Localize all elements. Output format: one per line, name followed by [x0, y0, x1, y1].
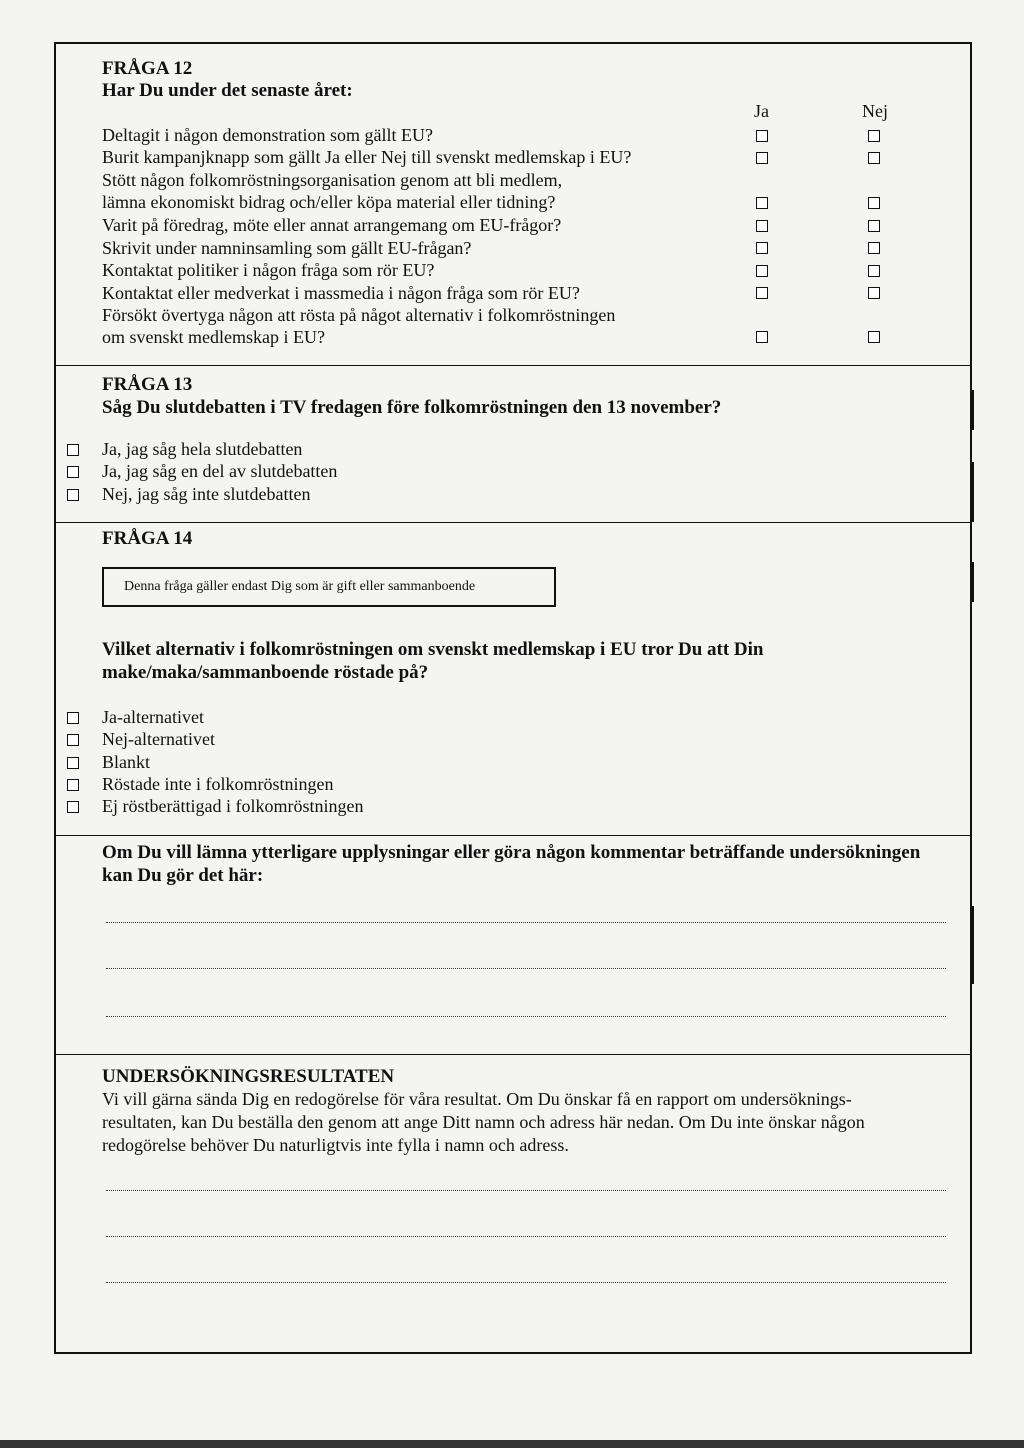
q14-notice-box — [102, 567, 556, 607]
q14-option-3: Blankt — [102, 752, 150, 772]
q13-option-1-checkbox[interactable] — [67, 444, 79, 456]
comments-prompt: Om Du vill lämna ytterligare upplysningar eller göra någon kommentar beträffande undersökningen kan Du gör det här: — [102, 842, 921, 886]
q14-option-5-checkbox[interactable] — [67, 801, 79, 813]
q12-item-8-yes-checkbox[interactable] — [756, 331, 768, 343]
q13-question: Såg Du slutdebatten i TV fredagen före folkomröstningen den 13 november? — [102, 397, 722, 418]
name-address-line-3[interactable] — [106, 1282, 946, 1283]
results-body: Vi vill gärna sända Dig en redogörelse för våra resultat. Om Du önskar få en rapport om undersöknings- resultaten, kan Du beställa den genom att ange Ditt namn och adress här nedan. Om Du inte önskar någon redogörelse behöver Du naturligtvis inte fylla i namn och adress. — [102, 1089, 865, 1155]
scan-edge-stroke — [972, 462, 974, 522]
q12-item-1-yes-checkbox[interactable] — [756, 130, 768, 142]
q14-option-2-checkbox[interactable] — [67, 734, 79, 746]
q12-item-4-yes-checkbox[interactable] — [756, 220, 768, 232]
q12-question: Har Du under det senaste året: — [102, 80, 353, 101]
results-heading: UNDERSÖKNINGSRESULTATEN — [102, 1066, 395, 1087]
comment-line-3[interactable] — [106, 1016, 946, 1017]
q12-item-1-no-checkbox[interactable] — [868, 130, 880, 142]
q12-item-5-yes-checkbox[interactable] — [756, 242, 768, 254]
divider — [56, 1054, 970, 1055]
q13-option-3: Nej, jag såg inte slutdebatten — [102, 484, 311, 504]
q14-option-2: Nej-alternativet — [102, 729, 215, 749]
q12-heading: FRÅGA 12 — [102, 58, 193, 79]
q12-item-7: Kontaktat eller medverkat i massmedia i någon fråga som rör EU? — [102, 283, 580, 303]
q14-question: Vilket alternativ i folkomröstningen om svenskt medlemskap i EU tror Du att Din make/maka/sammanboende röstade på? — [102, 639, 764, 683]
q14-option-5: Ej röstberättigad i folkomröstningen — [102, 796, 364, 816]
q12-item-3-yes-checkbox[interactable] — [756, 197, 768, 209]
q12-item-4-no-checkbox[interactable] — [868, 220, 880, 232]
q12-item-6: Kontaktat politiker i någon fråga som rör EU? — [102, 260, 435, 280]
q14-notice: Denna fråga gäller endast Dig som är gift eller sammanboende — [124, 579, 476, 594]
name-address-line-1[interactable] — [106, 1190, 946, 1191]
q12-item-5-no-checkbox[interactable] — [868, 242, 880, 254]
q13-option-1: Ja, jag såg hela slutdebatten — [102, 439, 303, 459]
q12-item-4: Varit på föredrag, möte eller annat arrangemang om EU-frågor? — [102, 215, 562, 235]
col-no-label: Nej — [862, 101, 888, 121]
q14-option-1-checkbox[interactable] — [67, 712, 79, 724]
q13-heading: FRÅGA 13 — [102, 374, 193, 395]
questionnaire-page — [54, 42, 972, 1354]
q12-item-8: Försökt övertyga någon att rösta på något alternativ i folkomröstningen om svenskt medlemskap i EU? — [102, 305, 616, 347]
divider — [56, 365, 970, 366]
q12-item-2-no-checkbox[interactable] — [868, 152, 880, 164]
q12-item-1: Deltagit i någon demonstration som gällt EU? — [102, 125, 433, 145]
q12-item-3-no-checkbox[interactable] — [868, 197, 880, 209]
q14-option-3-checkbox[interactable] — [67, 757, 79, 769]
q12-item-7-yes-checkbox[interactable] — [756, 287, 768, 299]
q12-item-2-yes-checkbox[interactable] — [756, 152, 768, 164]
scan-bottom-edge — [0, 1440, 1024, 1448]
comment-line-2[interactable] — [106, 968, 946, 969]
col-yes-label: Ja — [754, 101, 769, 121]
q14-option-4: Röstade inte i folkomröstningen — [102, 774, 334, 794]
scan-edge-stroke — [972, 562, 974, 602]
q14-option-4-checkbox[interactable] — [67, 779, 79, 791]
q13-option-2: Ja, jag såg en del av slutdebatten — [102, 461, 338, 481]
q12-item-3: Stött någon folkomröstningsorganisation genom att bli medlem, lämna ekonomiskt bidrag och/eller köpa material eller tidning? — [102, 170, 563, 212]
divider — [56, 835, 970, 836]
q14-heading: FRÅGA 14 — [102, 528, 193, 549]
q12-item-7-no-checkbox[interactable] — [868, 287, 880, 299]
name-address-line-2[interactable] — [106, 1236, 946, 1237]
q12-item-6-no-checkbox[interactable] — [868, 265, 880, 277]
comment-line-1[interactable] — [106, 922, 946, 923]
q12-item-6-yes-checkbox[interactable] — [756, 265, 768, 277]
q12-item-2: Burit kampanjknapp som gällt Ja eller Nej till svenskt medlemskap i EU? — [102, 147, 632, 167]
q13-option-2-checkbox[interactable] — [67, 466, 79, 478]
q12-item-8-no-checkbox[interactable] — [868, 331, 880, 343]
scan-edge-stroke — [972, 390, 974, 430]
q13-option-3-checkbox[interactable] — [67, 489, 79, 501]
scan-edge-stroke — [972, 906, 974, 984]
q14-option-1: Ja-alternativet — [102, 707, 204, 727]
divider — [56, 522, 970, 523]
q12-item-5: Skrivit under namninsamling som gällt EU-frågan? — [102, 238, 472, 258]
